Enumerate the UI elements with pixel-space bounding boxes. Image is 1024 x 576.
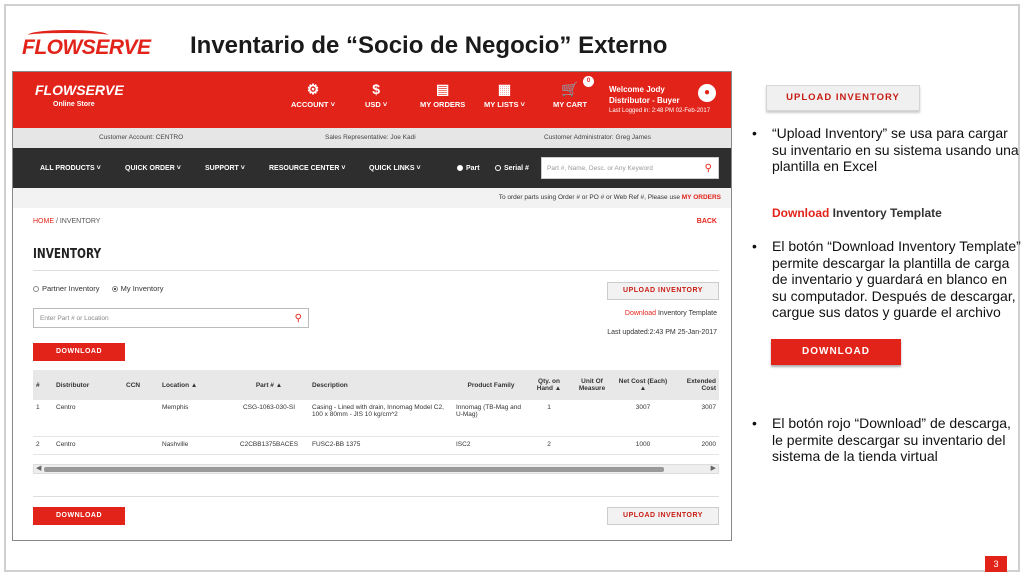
- welcome-text: Welcome Jody: [609, 85, 665, 94]
- nav-account-label: ACCOUNT ˅: [291, 100, 335, 109]
- callout-download-template-red: Download: [772, 206, 830, 220]
- col-header-qty[interactable]: Qty. on Hand ▲: [529, 370, 569, 400]
- cell: 1: [33, 400, 53, 436]
- logo-text: FLOWSERVE: [22, 36, 151, 59]
- cell: [569, 400, 615, 436]
- callout-download-template: [772, 206, 942, 220]
- radio-my-dot: [112, 286, 118, 292]
- flowserve-logo: [22, 30, 151, 70]
- order-info-desc: To order parts using Order # or PO # or Web Ref #, Please use: [498, 194, 680, 201]
- radio-my-inventory[interactable]: [112, 284, 164, 293]
- col-header-part[interactable]: Part # ▲: [229, 370, 309, 400]
- page-title: INVENTORY: [33, 247, 102, 262]
- customer-account: Customer Account: CENTRO: [99, 134, 184, 141]
- download-button[interactable]: DOWNLOAD: [33, 343, 125, 361]
- download-template-rest: Inventory Template: [656, 310, 717, 317]
- inventory-table: [33, 370, 719, 455]
- orders-icon: ▤: [436, 81, 450, 97]
- table-row[interactable]: [33, 400, 719, 436]
- radio-part[interactable]: [457, 165, 480, 172]
- cell: [123, 400, 159, 436]
- bullet-upload: [752, 125, 1022, 175]
- col-header-extended-cost[interactable]: Extended Cost: [671, 370, 719, 400]
- store-screenshot: [12, 71, 732, 541]
- nav-currency-label: USD ˅: [365, 100, 388, 109]
- col-header-description[interactable]: Description: [309, 370, 453, 400]
- cell: Casing - Lined with drain, Innomag Model C2, 100 x 80mm - JIS 10 kg/cm^2: [309, 400, 453, 436]
- global-search-input[interactable]: [541, 157, 719, 179]
- col-header-num[interactable]: #: [33, 370, 53, 400]
- nav-my-orders[interactable]: [420, 80, 465, 109]
- nav-resource-center[interactable]: RESOURCE CENTER ˅: [269, 165, 346, 172]
- user-avatar-icon[interactable]: ●: [698, 84, 716, 102]
- cell: FUSC2-BB 1375: [309, 436, 453, 454]
- order-info-text: [499, 194, 721, 201]
- scrollbar-thumb[interactable]: [44, 467, 664, 472]
- nav-my-lists[interactable]: [484, 80, 525, 109]
- cell: Nashville: [159, 436, 229, 454]
- last-updated: Last updated:2:43 PM 25-Jan-2017: [607, 329, 717, 336]
- table-row[interactable]: [33, 436, 719, 454]
- cell: 1: [529, 400, 569, 436]
- breadcrumb-sep: /: [54, 218, 60, 225]
- cell: Centro: [53, 436, 123, 454]
- col-header-ccn[interactable]: CCN: [123, 370, 159, 400]
- bullet-dot: •: [752, 415, 757, 431]
- order-info-line: [13, 188, 732, 208]
- part-search-placeholder: Enter Part # or Location: [40, 315, 109, 322]
- nav-quick-order[interactable]: QUICK ORDER ˅: [125, 165, 181, 172]
- bullet-dot: •: [752, 238, 757, 254]
- cell: 1000: [615, 436, 671, 454]
- cell: 2: [529, 436, 569, 454]
- breadcrumb: [33, 218, 100, 225]
- nav-my-cart[interactable]: [553, 80, 587, 109]
- list-icon: ▦: [497, 81, 512, 97]
- download-button-bottom[interactable]: DOWNLOAD: [33, 507, 125, 525]
- nav-my-lists-label: MY LISTS ˅: [484, 100, 525, 109]
- download-template-red: Download: [624, 310, 657, 317]
- slide-title: Inventario de “Socio de Negocio” Externo: [190, 32, 668, 59]
- part-search-input[interactable]: [33, 308, 309, 328]
- cart-count-badge: 0: [583, 76, 594, 87]
- store-logo[interactable]: [35, 82, 124, 108]
- download-template-link[interactable]: [625, 310, 717, 317]
- nav-my-cart-label: MY CART: [553, 100, 588, 109]
- cell: ISC2: [453, 436, 529, 454]
- main-nav: [13, 148, 732, 188]
- last-logged: Last Logged in: 2:48 PM 02-Feb-2017: [609, 108, 711, 114]
- search-icon[interactable]: ⚲: [704, 163, 712, 174]
- cell: [123, 436, 159, 454]
- bullet-upload-text: “Upload Inventory” se usa para cargar su inventario en su sistema usando una plantilla en Excel: [772, 125, 1019, 174]
- bullet-dot: •: [752, 125, 757, 141]
- radio-partner-dot: [33, 286, 39, 292]
- bullet-download-text: El botón rojo “Download” de descarga, le permite descargar su inventario del sistema de la tienda virtual: [772, 415, 1011, 464]
- sales-rep: Sales Representative: Joe Kadi: [325, 134, 416, 141]
- user-gear-icon: ⚙: [306, 81, 320, 97]
- cart-icon: 🛒: [561, 81, 579, 97]
- page-number: 3: [985, 556, 1007, 572]
- breadcrumb-current: INVENTORY: [59, 218, 101, 225]
- bullet-template: [752, 238, 1022, 321]
- nav-support[interactable]: SUPPORT ˅: [205, 165, 245, 172]
- cell: Centro: [53, 400, 123, 436]
- radio-partner-label: Partner Inventory: [42, 284, 100, 293]
- radio-serial-dot: [495, 165, 501, 171]
- search-icon[interactable]: ⚲: [294, 313, 302, 324]
- table-scrollbar[interactable]: [33, 464, 719, 474]
- cell: [569, 436, 615, 454]
- nav-quick-links[interactable]: QUICK LINKS ˅: [369, 165, 421, 172]
- back-link[interactable]: BACK: [696, 218, 717, 225]
- col-header-product-family[interactable]: Product Family: [453, 370, 529, 400]
- col-header-distributor[interactable]: Distributor: [53, 370, 123, 400]
- account-bar: [13, 128, 732, 148]
- radio-serial[interactable]: [495, 165, 529, 172]
- divider: [33, 496, 719, 497]
- store-header: [13, 72, 732, 128]
- divider: [33, 270, 719, 271]
- breadcrumb-home[interactable]: HOME: [33, 218, 54, 225]
- cell: CSG-1063-030-SI: [229, 400, 309, 436]
- callout-upload-inventory-button: UPLOAD INVENTORY: [766, 85, 920, 111]
- store-brand: FLOWSERVE: [35, 82, 124, 98]
- bullet-template-text: El botón “Download Inventory Template” permite descargar la plantilla de carga de inventario y guardará en blanco en su computador. Después de descargar, cargue sus datos y guarde el archivo: [772, 238, 1021, 320]
- nav-currency[interactable]: [365, 80, 387, 109]
- nav-account[interactable]: [291, 80, 335, 109]
- nav-my-orders-label: MY ORDERS: [420, 100, 466, 109]
- cell: C2CBB1375BACES: [229, 436, 309, 454]
- table-header-row: [33, 370, 719, 400]
- customer-admin: Customer Administrator: Greg James: [544, 134, 651, 141]
- scroll-left-icon[interactable]: ◀: [36, 465, 42, 472]
- user-role: Distributor - Buyer: [609, 96, 680, 105]
- my-orders-link[interactable]: MY ORDERS: [681, 194, 721, 201]
- col-header-uom[interactable]: Unit Of Measure: [569, 370, 615, 400]
- callout-download-template-rest: Inventory Template: [829, 206, 942, 220]
- radio-serial-label: Serial #: [504, 165, 529, 172]
- col-header-location[interactable]: Location ▲: [159, 370, 229, 400]
- cell: Innomag (TB-Mag and U-Mag): [453, 400, 529, 436]
- upload-inventory-button-bottom[interactable]: UPLOAD INVENTORY: [607, 507, 719, 525]
- inventory-type-radios: [33, 284, 174, 293]
- radio-partner-inventory[interactable]: [33, 284, 100, 293]
- global-search-placeholder: Part #, Name, Desc. or Any Keyword: [547, 165, 653, 172]
- dollar-icon: $: [372, 81, 381, 97]
- cell: Memphis: [159, 400, 229, 436]
- cell: 2: [33, 436, 53, 454]
- upload-inventory-button[interactable]: UPLOAD INVENTORY: [607, 282, 719, 300]
- cell: 3007: [615, 400, 671, 436]
- welcome-block: [609, 84, 710, 117]
- scroll-right-icon[interactable]: ▶: [710, 465, 716, 472]
- callout-download-button: DOWNLOAD: [771, 339, 901, 365]
- cell: 3007: [671, 400, 719, 436]
- store-subtitle: Online Store: [53, 101, 95, 108]
- col-header-net-cost[interactable]: Net Cost (Each) ▲: [615, 370, 671, 400]
- cell: 2000: [671, 436, 719, 454]
- radio-my-label: My Inventory: [120, 284, 164, 293]
- radio-part-label: Part: [466, 165, 480, 172]
- bullet-download: [752, 415, 1022, 465]
- nav-all-products[interactable]: ALL PRODUCTS ˅: [40, 165, 101, 172]
- radio-part-dot: [457, 165, 463, 171]
